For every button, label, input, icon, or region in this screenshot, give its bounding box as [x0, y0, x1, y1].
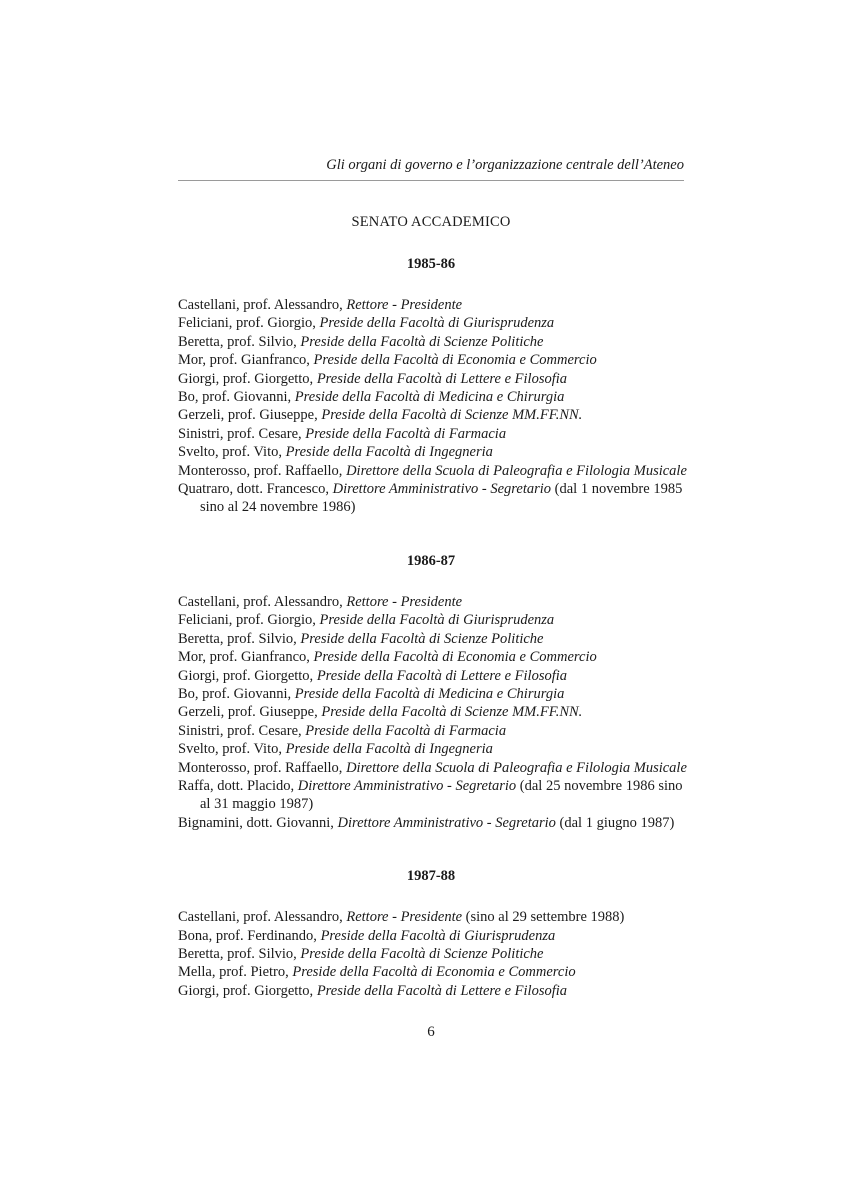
- running-header: Gli organi di governo e l’organizzazione centrale dell’Ateneo: [326, 157, 684, 173]
- member-name: Quatraro, dott. Francesco,: [178, 481, 333, 498]
- member-role: Preside della Facoltà di Lettere e Filosofia: [316, 370, 568, 387]
- member-role: Preside della Facoltà di Giurisprudenza: [319, 612, 555, 629]
- member-entry: [178, 611, 684, 629]
- member-entry: [178, 406, 684, 424]
- member-role: Direttore della Scuola di Paleografia e Filologia Musicale: [346, 462, 687, 479]
- member-name: Beretta, prof. Silvio,: [178, 945, 301, 962]
- member-name: Mor, prof. Gianfranco,: [178, 352, 314, 369]
- member-role: Direttore della Scuola di Paleografia e Filologia Musicale: [346, 759, 687, 776]
- member-entry: [178, 814, 684, 832]
- member-entry: [178, 593, 684, 611]
- document-title: SENATO ACCADEMICO: [351, 214, 511, 230]
- member-note: (sino al 29 settembre 1988): [462, 909, 625, 926]
- member-role: Preside della Facoltà di Lettere e Filosofia: [316, 982, 568, 999]
- section-1986-87: [178, 551, 687, 832]
- member-role: Preside della Facoltà di Farmacia: [305, 425, 507, 442]
- member-entry: [178, 685, 684, 703]
- member-entry: [178, 630, 684, 648]
- member-note: (dal 1 giugno 1987): [555, 814, 675, 831]
- member-name: Svelto, prof. Vito,: [178, 741, 286, 758]
- member-name: Sinistri, prof. Cesare,: [178, 722, 306, 739]
- member-entry: [178, 927, 684, 945]
- member-role: Preside della Facoltà di Medicina e Chirurgia: [294, 389, 565, 406]
- member-role: Direttore Amministrativo - Segretario: [337, 814, 556, 831]
- member-entry: [178, 370, 684, 388]
- member-name: Giorgi, prof. Giorgetto,: [178, 982, 317, 999]
- member-role: Preside della Facoltà di Scienze MM.FF.NN.: [321, 407, 583, 424]
- member-entry: [178, 722, 684, 740]
- member-name: Bona, prof. Ferdinando,: [178, 927, 321, 944]
- member-entry: [178, 388, 684, 406]
- member-entry: [178, 333, 684, 351]
- member-entry: [178, 314, 684, 332]
- member-role: Preside della Facoltà di Giurisprudenza: [320, 927, 556, 944]
- member-role: Direttore Amministrativo - Segretario: [297, 777, 517, 794]
- member-role: Preside della Facoltà di Scienze Politiche: [300, 945, 544, 962]
- member-name: Castellani, prof. Alessandro,: [178, 297, 347, 313]
- period-title: 1987-88: [406, 868, 456, 885]
- member-name: Bo, prof. Giovanni,: [178, 685, 295, 702]
- member-entry: [178, 740, 684, 758]
- member-entry: [178, 462, 687, 480]
- member-name: Castellani, prof. Alessandro,: [178, 593, 347, 610]
- member-entry: [178, 667, 684, 685]
- member-role: Preside della Facoltà di Scienze Politiche: [300, 630, 544, 647]
- member-role: Rettore - Presidente: [346, 909, 463, 926]
- member-entry: [178, 777, 684, 814]
- member-role: Rettore - Presidente: [346, 297, 463, 313]
- member-entry: [178, 963, 684, 981]
- member-role: Preside della Facoltà di Lettere e Filosofia: [316, 667, 568, 684]
- member-role: Preside della Facoltà di Farmacia: [305, 722, 507, 739]
- member-role: Preside della Facoltà di Ingegneria: [285, 741, 493, 758]
- member-role: Preside della Facoltà di Economia e Commercio: [313, 649, 597, 666]
- member-role: Preside della Facoltà di Medicina e Chirurgia: [294, 685, 565, 702]
- header-rule: [178, 180, 684, 181]
- member-name: Mor, prof. Gianfranco,: [178, 649, 314, 666]
- member-name: Monterosso, prof. Raffaello,: [178, 759, 347, 776]
- member-name: Svelto, prof. Vito,: [178, 444, 286, 461]
- member-role: Rettore - Presidente: [346, 593, 463, 610]
- member-name: Beretta, prof. Silvio,: [178, 630, 301, 647]
- period-title: 1986-87: [406, 552, 456, 569]
- member-role: Preside della Facoltà di Economia e Commercio: [292, 964, 576, 981]
- member-entry: [178, 296, 684, 314]
- member-name: Feliciani, prof. Giorgio,: [178, 612, 320, 629]
- member-name: Gerzeli, prof. Giuseppe,: [178, 407, 322, 424]
- member-entry: [178, 759, 687, 777]
- content: [178, 212, 687, 1000]
- member-name: Gerzeli, prof. Giuseppe,: [178, 704, 322, 721]
- member-role: Preside della Facoltà di Scienze MM.FF.NN.: [321, 704, 583, 721]
- member-role: Preside della Facoltà di Ingegneria: [285, 444, 493, 461]
- sections-container: [178, 254, 687, 1000]
- member-entry: [178, 945, 684, 963]
- member-name: Bo, prof. Giovanni,: [178, 389, 295, 406]
- page-number: 6: [427, 1024, 435, 1040]
- member-entry: [178, 480, 684, 517]
- member-entry: [178, 982, 684, 1000]
- member-note: (dal 25 novembre 1986 sino al 31 maggio 1987): [200, 777, 683, 813]
- period-title: 1985-86: [406, 256, 456, 272]
- member-name: Beretta, prof. Silvio,: [178, 333, 301, 350]
- section-1985-86: [178, 254, 687, 517]
- member-role: Preside della Facoltà di Economia e Commercio: [313, 352, 597, 369]
- member-role: Preside della Facoltà di Giurisprudenza: [319, 315, 555, 332]
- member-entry: [178, 351, 684, 369]
- member-name: Giorgi, prof. Giorgetto,: [178, 370, 317, 387]
- member-name: Castellani, prof. Alessandro,: [178, 909, 347, 926]
- member-name: Monterosso, prof. Raffaello,: [178, 462, 347, 479]
- member-entry: [178, 443, 684, 461]
- member-name: Mella, prof. Pietro,: [178, 964, 293, 981]
- member-entry: [178, 648, 684, 666]
- member-name: Sinistri, prof. Cesare,: [178, 425, 306, 442]
- member-entry: [178, 908, 684, 926]
- member-role: Direttore Amministrativo - Segretario: [332, 481, 552, 498]
- member-name: Bignamini, dott. Giovanni,: [178, 814, 338, 831]
- member-note: (dal 1 novembre 1985 sino al 24 novembre 1986): [200, 481, 683, 516]
- member-entry: [178, 703, 684, 721]
- section-1987-88: [178, 866, 684, 1000]
- member-entry: [178, 425, 684, 443]
- member-name: Feliciani, prof. Giorgio,: [178, 315, 320, 332]
- member-name: Giorgi, prof. Giorgetto,: [178, 667, 317, 684]
- member-role: Preside della Facoltà di Scienze Politiche: [300, 333, 544, 350]
- member-name: Raffa, dott. Placido,: [178, 777, 298, 794]
